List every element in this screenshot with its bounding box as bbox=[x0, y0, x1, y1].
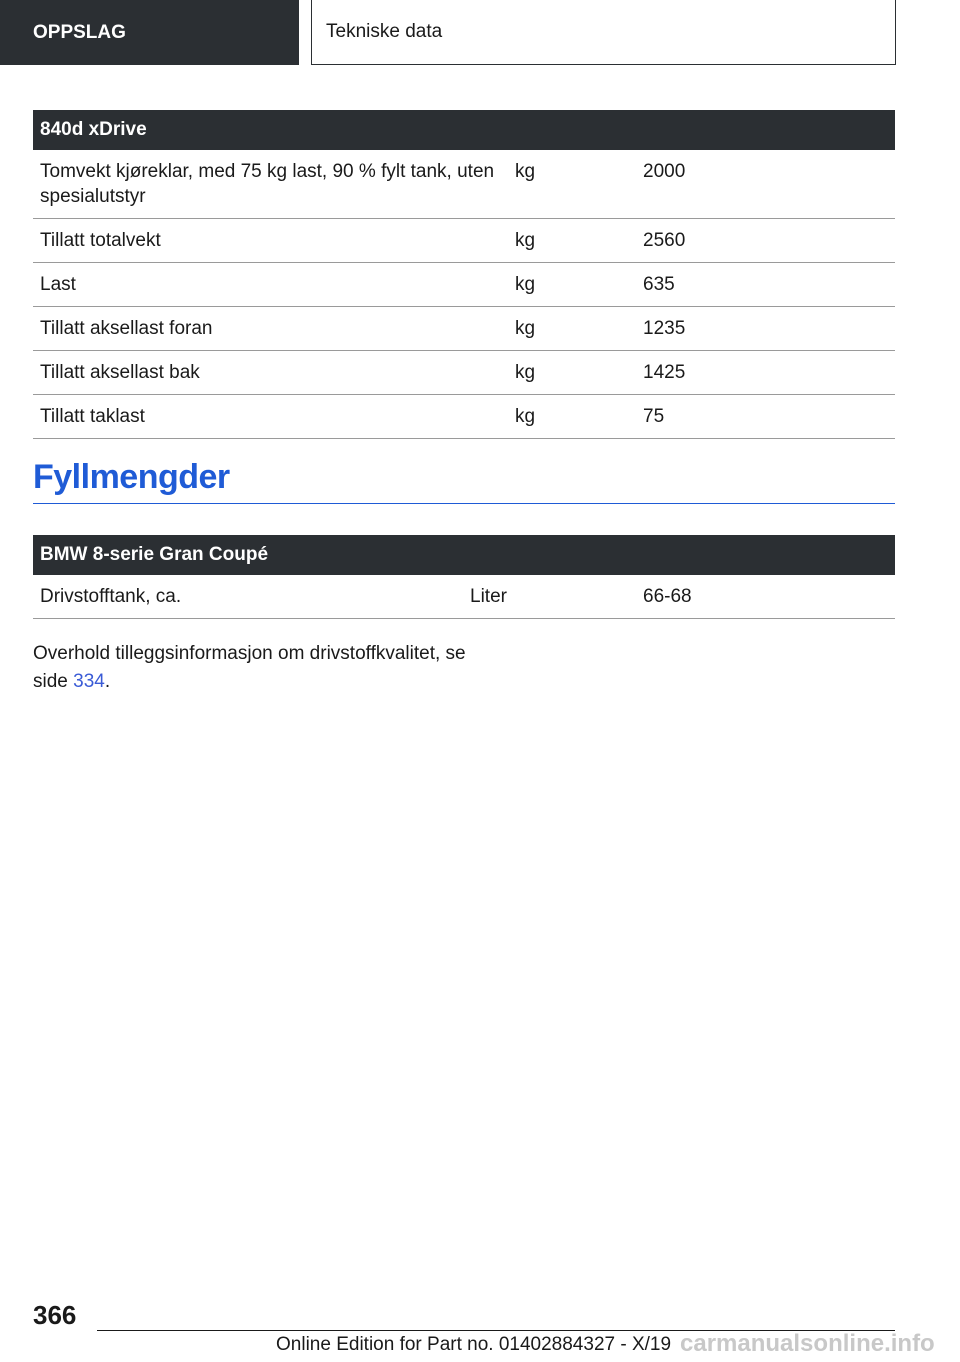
footer-edition: Online Edition for Part no. 01402884327 - X/19 bbox=[276, 1334, 672, 1355]
row-unit: kg bbox=[508, 307, 636, 351]
row-unit: kg bbox=[508, 219, 636, 263]
row-value: 1425 bbox=[636, 351, 895, 395]
section-title: Fyllmengder bbox=[33, 458, 895, 504]
row-label: Tillatt aksellast bak bbox=[33, 351, 508, 395]
row-value: 75 bbox=[636, 395, 895, 439]
row-label: Tomvekt kjøreklar, med 75 kg last, 90 % fylt tank, uten spesialutstyr bbox=[33, 150, 508, 219]
row-value: 2560 bbox=[636, 219, 895, 263]
row-label: Tillatt aksellast foran bbox=[33, 307, 508, 351]
row-label: Tillatt totalvekt bbox=[33, 219, 508, 263]
table-row bbox=[33, 575, 895, 619]
capacities-table bbox=[33, 535, 895, 619]
weights-table bbox=[33, 110, 895, 439]
header-chapter: Tekniske data bbox=[311, 0, 896, 65]
row-value: 1235 bbox=[636, 307, 895, 351]
capacities-table-heading: BMW 8-serie Gran Coupé bbox=[33, 535, 895, 575]
row-label: Tillatt taklast bbox=[33, 395, 508, 439]
row-value: 66-68 bbox=[636, 575, 895, 619]
fuel-quality-note bbox=[33, 640, 473, 696]
note-text: Overhold tilleggsinformasjon om drivstoffkvalitet, se side bbox=[33, 643, 466, 692]
table-row bbox=[33, 351, 895, 395]
table-row bbox=[33, 150, 895, 219]
row-label: Drivstofftank, ca. bbox=[33, 575, 463, 619]
watermark: carmanualsonline.info bbox=[680, 1330, 935, 1357]
row-value: 2000 bbox=[636, 150, 895, 219]
row-unit: kg bbox=[508, 395, 636, 439]
note-end: . bbox=[104, 671, 111, 692]
table-row bbox=[33, 263, 895, 307]
row-unit: Liter bbox=[463, 575, 636, 619]
row-unit: kg bbox=[508, 150, 636, 219]
weights-table-heading: 840d xDrive bbox=[33, 110, 895, 150]
table-row bbox=[33, 307, 895, 351]
table-row bbox=[33, 395, 895, 439]
row-value: 635 bbox=[636, 263, 895, 307]
page-number: 366 bbox=[33, 1300, 77, 1330]
row-unit: kg bbox=[508, 351, 636, 395]
row-unit: kg bbox=[508, 263, 636, 307]
table-row bbox=[33, 219, 895, 263]
page-reference-link[interactable]: 334 bbox=[73, 671, 105, 692]
row-label: Last bbox=[33, 263, 508, 307]
header-section: OPPSLAG bbox=[0, 0, 299, 65]
